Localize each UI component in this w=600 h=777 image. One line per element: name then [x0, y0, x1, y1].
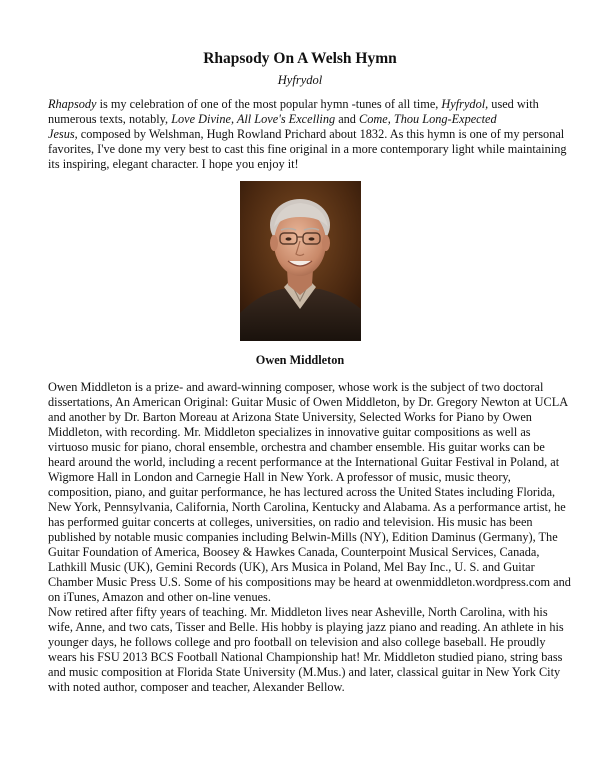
intro-italic-text: Rhapsody: [48, 97, 97, 111]
bio-line: Guitar Foundation of America, Boosey & Hawkes Canada, Counterpoint Musical Services, Canada,: [48, 545, 540, 559]
bio-line: Chamber Music Press U.S. Some of his compositions may be heard at owenmiddleton.wordpress.com and: [48, 575, 571, 589]
intro-text: composed by Welshman, Hugh Rowland Prichard about 1832. As this hymn is one of my personal: [77, 127, 565, 141]
bio-line: wife, Anne, and two cats, Tisser and Belle. His hobby is playing jazz piano and reading. An athlete in his: [48, 620, 564, 634]
bio-line: on iTunes, Amazon and other on-line venues.: [48, 590, 271, 604]
composer-photo: [240, 181, 361, 341]
intro-line: [48, 142, 567, 157]
bio-line: Middleton, with recording. Mr. Middleton specializes in innovative guitar compositions as well as: [48, 425, 531, 439]
bio-line: composition, piano, and guitar performance, he has lectured across the United States including Florida,: [48, 485, 556, 499]
bio-paragraph-2: [48, 605, 563, 695]
bio-line: younger days, he follows college and pro football on television and also college baseball. He proudly: [48, 635, 546, 649]
intro-line: [48, 157, 558, 172]
bio-line: Lathkill Music (UK), Gemini Records (UK), Ars Musica in Poland, Mel Bay Inc., U. S. and Guitar: [48, 560, 535, 574]
intro-text: is my celebration of one of the most popular hymn -tunes of all time,: [96, 97, 442, 111]
intro-text: and: [335, 112, 360, 126]
bio-line: Wigmore Hall in London and Carnegie Hall in New York. A professor of music, music theory,: [48, 470, 511, 484]
bio-line: dissertations, An American Original: Guitar Music of Owen Middleton, by Dr. Gregory Newton at UCLA: [48, 395, 569, 409]
bio-line: and another by Dr. Barton Moreau at Arizona State University, Selected Works for Piano by Owen: [48, 410, 532, 424]
intro-italic-text: Come, Thou Long-Expected: [359, 112, 497, 126]
bio-line: and music composition at Florida State University (M.Mus.) and later, classical guitar in New York City: [48, 665, 561, 679]
bio-line: virtuoso music for piano, choral ensemble, orchestra and chamber ensemble. His guitar works can be: [48, 440, 545, 454]
bio-line: has performed guitar concerts at colleges, universities, on radio and television. His music has been: [48, 515, 533, 529]
bio-line: wears his FSU 2013 BCS Football National Championship hat! Mr. Middleton studied piano, string bass: [48, 650, 563, 664]
intro-italic-text: Hyfrydol,: [441, 97, 489, 111]
intro-line: [48, 127, 565, 142]
bio-line: Now retired after fifty years of teaching. Mr. Middleton lives near Asheville, North Carolina, with his: [48, 605, 548, 619]
intro-paragraph: [48, 97, 567, 172]
bio-line: New York, Pennsylvania, California, North Carolina, Kentucky and Alabama. As a performance artist, he: [48, 500, 566, 514]
intro-italic-text: Love Divine, All Love's Excelling: [171, 112, 336, 126]
intro-text: numerous texts, notably,: [48, 112, 172, 126]
intro-text: used with: [488, 97, 539, 111]
page-subtitle: Hyfrydol: [277, 73, 323, 87]
bio-line: published by notable music companies including Belwin-Mills (NY), Edition Daminus (Germany), The: [48, 530, 558, 544]
bio-line: Owen Middleton is a prize- and award-winning composer, whose work is the subject of two doctoral: [48, 380, 544, 394]
photo-caption: Owen Middleton: [255, 353, 345, 367]
bio-paragraph-1: [48, 380, 571, 605]
bio-line: with noted author, composer and teacher, Alexander Bellow.: [48, 680, 345, 694]
intro-text: favorites, I've done my very best to cast this fine original in a more contemporary light while maintaining: [48, 142, 567, 156]
intro-line: [48, 97, 558, 112]
bio-line: heard around the world, including a recent performance at the International Guitar Festival in Poland, at: [48, 455, 560, 469]
intro-text: its inspiring, elegant character. I hope you enjoy it!: [48, 157, 299, 171]
page-title: Rhapsody On A Welsh Hymn: [203, 50, 397, 67]
portrait-image: [240, 181, 361, 341]
intro-line: [48, 112, 558, 127]
intro-italic-text: Jesus,: [48, 127, 78, 141]
